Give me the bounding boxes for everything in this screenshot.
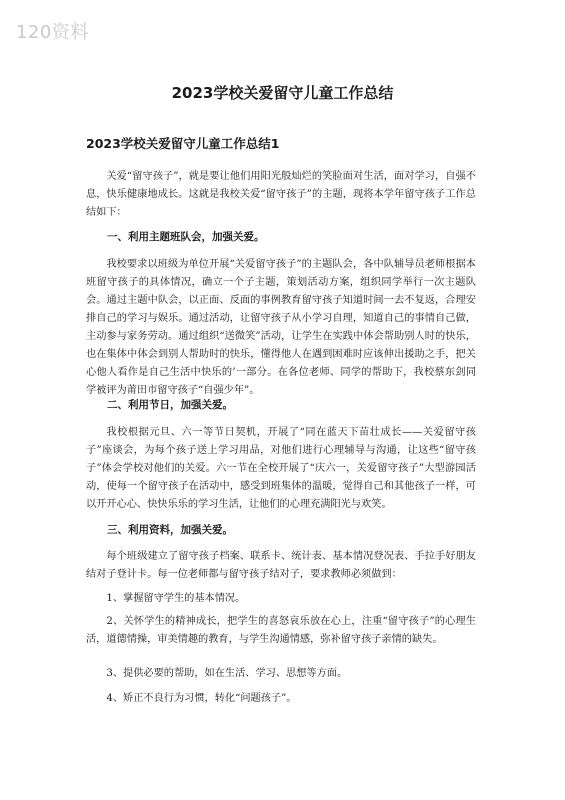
list-item-2: 2、关怀学生的精神成长，把学生的喜怒哀乐放在心上，注重“留守孩子”的心理生活，道德情操，审美情趣的教育，与学生沟通情感，弥补留守孩子亲情的缺失。 — [86, 616, 476, 645]
paragraph-2: 我校根据元旦、六一等节日契机，开展了“同在蓝天下苗壮成长——关爱留守孩子”座谈会，为每个孩子送上学习用品，对他们进行心理辅导与沟通，让这些“留守孩子”体会学校对他们的关爱。六一节在全校开展了“庆六一，关爱留守孩子”大型游园活动，使每一个留守孩子在活动中，感受到班集体的温暖，觉得自己和其他孩子一样，可以开开心心、快快乐乐的学习生活，让他们的心理充满阳光与欢笑。 — [86, 427, 476, 510]
paragraph-3: 每个班级建立了留守孩子档案、联系卡、统计表、基本情况登况表、手拉手好朋友结对子登计卡。每一位老师都与留守孩子结对子，要求教师必须做到： — [86, 551, 476, 580]
watermark-text: 120资料 — [16, 22, 89, 43]
list-item-4: 4、矫正不良行为习惯，转化“问题孩子”。 — [106, 693, 297, 704]
heading-3: 三、利用资料，加强关爱。 — [107, 524, 233, 536]
heading-2: 二、利用节日，加强关爱。 — [107, 399, 233, 411]
heading-1: 一、利用主题班队会，加强关爱。 — [107, 231, 265, 243]
paragraph-1: 我校要求以班级为单位开展“关爱留守孩子”的主题队会，各中队辅导员老师根据本班留守孩子的具体情况，确立一个子主题，策划活动方案，组织同学举行一次主题队会。通过主题中队会，以正面、反面的事例教育留守孩子知道时间一去不复返，合理安排自己的学习与娱乐。通过活动，让留守孩子从小学习自理，知道自己的事情自己做，主动参与家务劳动。通过组织“送微笑”活动，让学生在实践中体会帮助别人时的快乐，也在集体中体会到别人帮助时的快乐，懂得他人在遇到困难时应该伸出援助之手，把关心他人看作是自己生活中快乐的’一部分。在各位老师、同学的帮助下，我校蔡东剑同学被评为莆田市留守孩子“自强少年”。 — [86, 259, 476, 396]
section-title: 2023学校关爱留守儿童工作总结1 — [86, 136, 280, 151]
document-title: 2023学校关爱留守儿童工作总结 — [171, 84, 394, 102]
list-item-1: 1、掌握留守学生的基本情况。 — [106, 593, 246, 604]
list-item-3: 3、提供必要的帮助，如在生活、学习、思想等方面。 — [106, 668, 348, 679]
intro-paragraph: 关爱“留守孩子”，就是要让他们用阳光般灿烂的笑脸面对生活，面对学习，自强不息，快乐健康地成长。这就是我校关爱“留守孩子”的主题，现将本学年留守孩子工作总结如下： — [86, 171, 476, 218]
